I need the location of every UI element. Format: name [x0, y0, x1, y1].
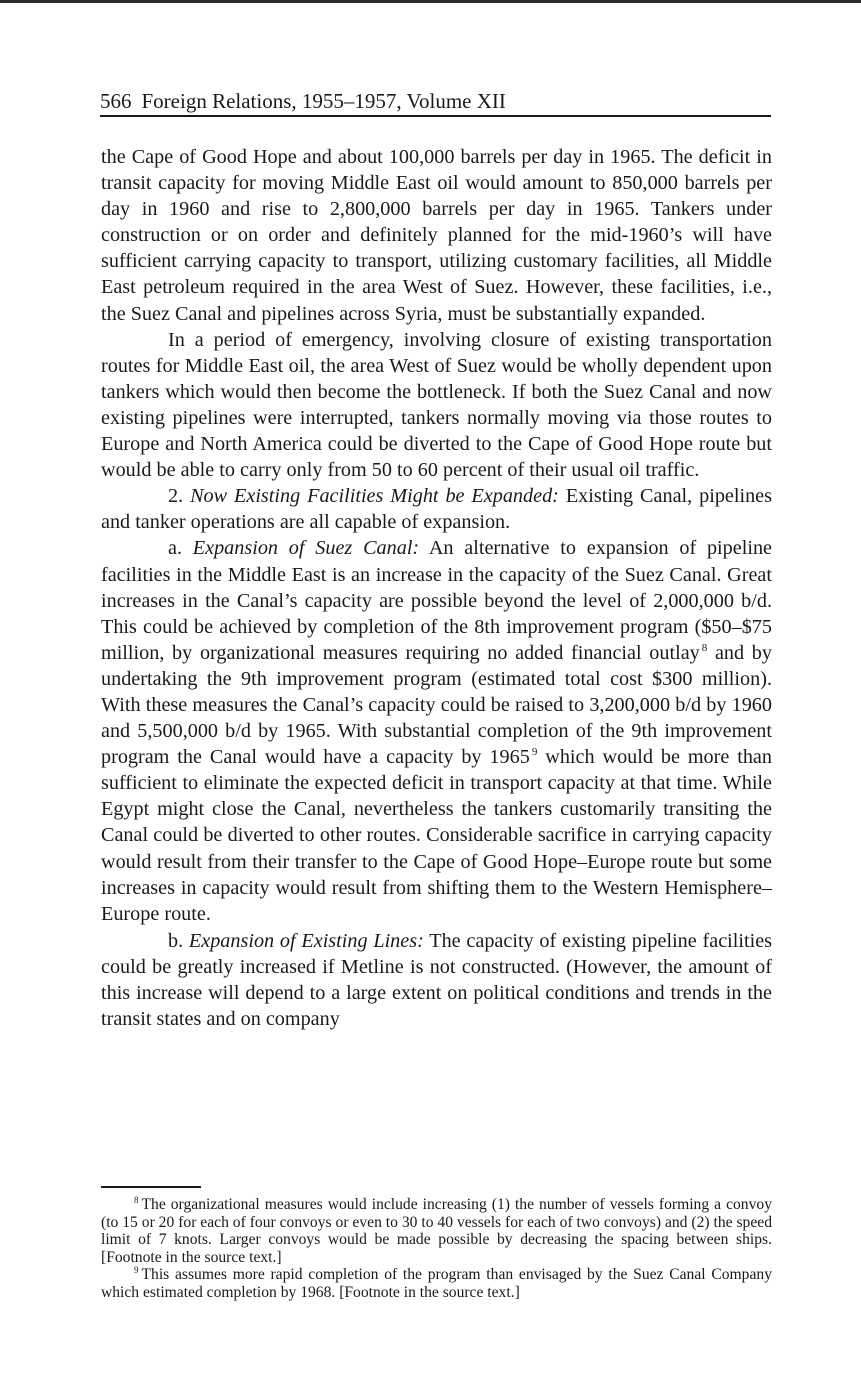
footnote-8-text: The organizational measures would include increasing (1) the number of vessels forming a convoy (to 15 or 20 for each of four convoys or even to 30 to 40 vessels for each of two convoys) and (2) the speed limit of 7 knots. Larger convoys would be made possible by decreasing the spacing between ships. [Footnote in the source text.]	[101, 1196, 772, 1266]
footnote-9	[101, 1266, 772, 1301]
paragraph-1: the Cape of Good Hope and about 100,000 barrels per day in 1965. The deficit in transit capacity for moving Middle East oil would amount to 850,000 barrels per day in 1960 and rise to 2,800,000 barrels per day in 1965. Tankers under construction or on order and definitely planned for the mid-1960’s will have sufficient carrying capacity to transport, utilizing customary facilities, all Middle East petroleum required in the area West of Suez. However, these facilities, i.e., the Suez Canal and pipelines across Syria, must be substantially expanded.	[101, 146, 772, 325]
running-header	[100, 88, 771, 117]
body-text	[101, 144, 772, 1032]
footnote-ref-8[interactable]: 8	[701, 641, 708, 654]
paragraph-5	[101, 928, 772, 1032]
paragraph-4-heading: Expansion of Suez Canal:	[192, 537, 420, 560]
top-border-rule	[0, 0, 861, 3]
page-number: 566	[100, 89, 132, 113]
footnote-8-marker: 8	[134, 1195, 139, 1205]
running-title: Foreign Relations, 1955–1957, Volume XII	[141, 89, 506, 113]
footnote-9-marker: 9	[134, 1265, 139, 1276]
paragraph-3	[101, 483, 772, 535]
footnote-8	[101, 1196, 772, 1266]
paragraph-5-heading: Expansion of Existing Lines:	[188, 929, 424, 952]
footnote-ref-9[interactable]: 9	[531, 746, 538, 759]
paragraph-4-text-c: which would be more than sufficient to eliminate the expected deficit in transport capacity at that time. While Egypt might close the Canal, nevertheless the tankers customarily transiting the Canal could be diverted to other routes. Considerable sacrifice in carrying capacity would result from their transfer to the Cape of Good Hope–Europe route but some increases in capacity would result from shifting them to the Western Hemisphere–Europe route.	[101, 746, 772, 925]
footnotes	[101, 1196, 772, 1302]
paragraph-2: In a period of emergency, involving closure of existing transportation routes for Middle East oil, the area West of Suez would be wholly dependent upon tankers which would then become the bottleneck. If both the Suez Canal and now existing pipelines were interrupted, tankers normally moving via those routes to Europe and North America could be diverted to the Cape of Good Hope route but would be able to carry only from 50 to 60 percent of their usual oil traffic.	[101, 328, 772, 482]
paragraph-4-text-b: and by undertaking the 9th improvement program (estimated total cost $300 million). With these measures the Canal’s capacity could be raised to 3,200,000 b/d by 1960 and 5,500,000 b/d by 1965. With substantial completion of the 9th improvement program the Canal would have a capacity by 1965	[101, 641, 772, 769]
footnote-9-text: This assumes more rapid completion of the program than envisaged by the Suez Canal Company which estimated completion by 1968. [Footnote in the source text.]	[101, 1266, 772, 1301]
paragraph-5-text: The capacity of existing pipeline facilities could be greatly increased if Metline is not constructed. (However, the amount of this increase will depend to a large extent on political conditions and trends in the transit states and on company	[101, 929, 773, 1031]
footnote-rule	[101, 1186, 201, 1188]
paragraph-4	[101, 535, 772, 926]
paragraph-4-letter: a.	[168, 537, 183, 560]
paragraph-5-letter: b.	[168, 929, 184, 952]
paragraph-3-heading: Now Existing Facilities Might be Expanded:	[190, 485, 559, 508]
paragraph-3-text: Existing Canal, pipelines and tanker operations are all capable of expansion.	[101, 485, 773, 534]
paragraph-4-text-a: An alternative to expansion of pipeline facilities in the Middle East is an increase in the capacity of the Suez Canal. Great increases in the Canal’s capacity are possible beyond the level of 2,000,000 b/d. This could be achieved by completion of the 8th improvement program ($50–$75 million, by organizational measures requiring no added financial outlay	[101, 537, 772, 664]
paragraph-3-number: 2.	[168, 485, 184, 508]
